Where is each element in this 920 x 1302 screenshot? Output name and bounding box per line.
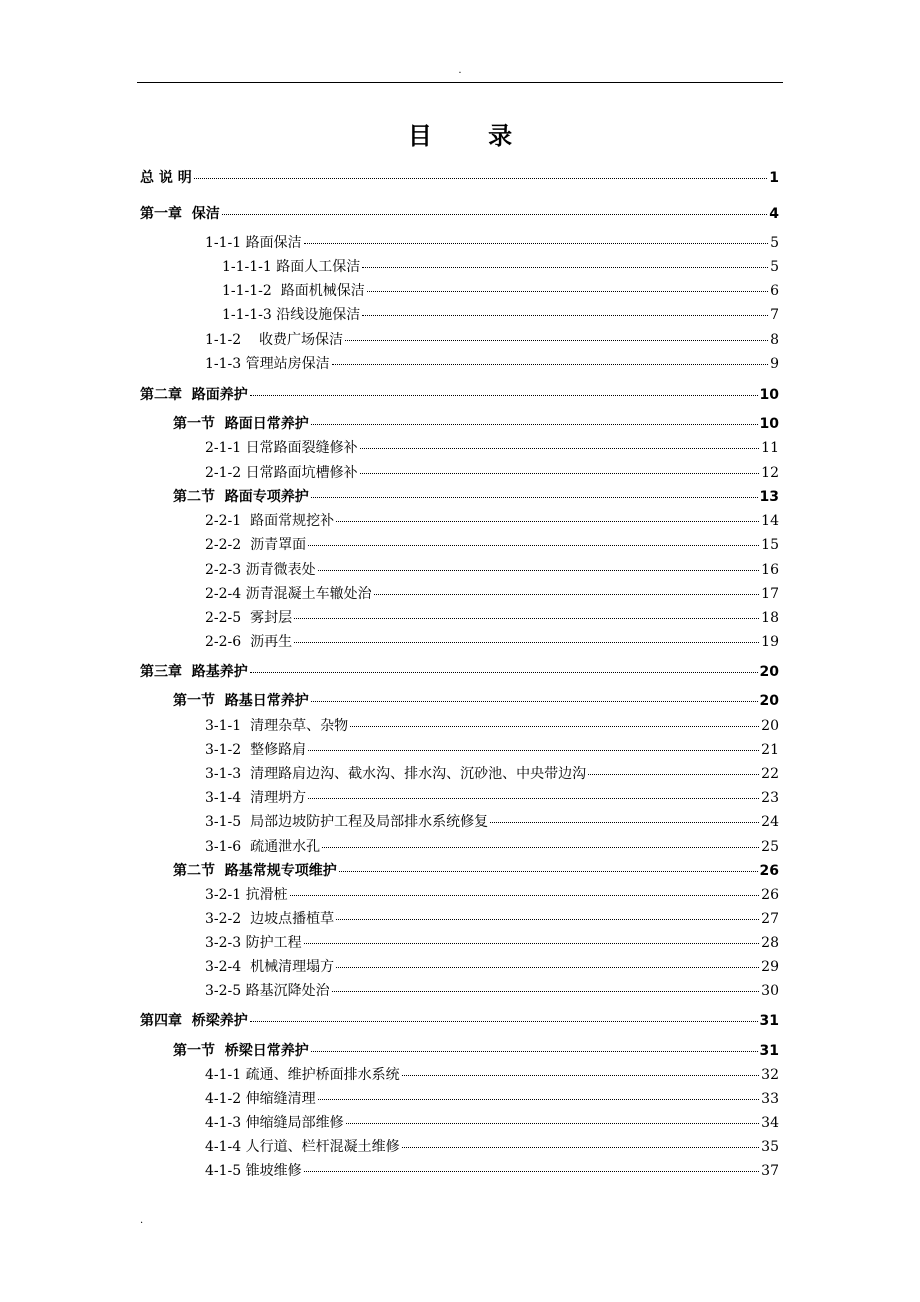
toc-leader-dots xyxy=(290,895,760,896)
toc-entry-page-number: 32 xyxy=(761,1067,779,1083)
toc-entry-label: 第一节 路面日常养护 xyxy=(173,416,309,432)
toc-entry-label: 4-1-4 人行道、栏杆混凝土维修 xyxy=(205,1139,400,1155)
toc-entry[interactable] xyxy=(205,788,779,808)
toc-entry[interactable] xyxy=(140,204,779,224)
toc-leader-dots xyxy=(336,919,759,920)
toc-leader-dots xyxy=(222,214,768,215)
toc-leader-dots xyxy=(294,618,759,619)
toc-entry[interactable] xyxy=(205,716,779,736)
toc-leader-dots xyxy=(339,871,758,872)
toc-entry[interactable] xyxy=(222,305,779,325)
toc-entry[interactable] xyxy=(173,691,779,711)
toc-entry[interactable] xyxy=(205,812,779,832)
toc-entry-label: 3-2-3 防护工程 xyxy=(205,935,302,951)
toc-entry-label: 第一章 保洁 xyxy=(140,206,220,222)
toc-entry-label: 2-2-2 沥青罩面 xyxy=(205,537,307,553)
toc-entry-page-number: 7 xyxy=(770,307,779,323)
toc-entry[interactable] xyxy=(222,281,779,301)
toc-entry-page-number: 34 xyxy=(761,1115,779,1131)
toc-entry[interactable] xyxy=(205,560,779,580)
toc-entry-label: 第一节 路基日常养护 xyxy=(173,693,309,709)
toc-entry-page-number: 28 xyxy=(761,935,779,951)
toc-leader-dots xyxy=(311,701,758,702)
toc-entry-page-number: 10 xyxy=(759,416,779,432)
toc-leader-dots xyxy=(311,497,758,498)
toc-leader-dots xyxy=(332,364,768,365)
toc-entry-page-number: 15 xyxy=(761,537,779,553)
toc-entry-label: 4-1-2 伸缩缝清理 xyxy=(205,1091,316,1107)
toc-entry-page-number: 10 xyxy=(759,387,779,403)
toc-leader-dots xyxy=(367,291,768,292)
toc-leader-dots xyxy=(322,847,759,848)
toc-leader-dots xyxy=(304,1171,760,1172)
toc-entry[interactable] xyxy=(205,1065,779,1085)
toc-leader-dots xyxy=(490,822,759,823)
toc-leader-dots xyxy=(318,1099,760,1100)
toc-entry[interactable] xyxy=(173,861,779,881)
toc-entry[interactable] xyxy=(205,909,779,929)
toc-leader-dots xyxy=(311,424,758,425)
toc-entry-page-number: 26 xyxy=(761,887,779,903)
toc-entry[interactable] xyxy=(205,1113,779,1133)
footer-mark: . xyxy=(140,1215,144,1226)
toc-entry[interactable] xyxy=(205,632,779,652)
toc-entry-label: 1-1-1-1 路面人工保洁 xyxy=(222,259,361,275)
toc-entry[interactable] xyxy=(205,463,779,483)
toc-entry[interactable] xyxy=(205,764,779,784)
toc-entry[interactable] xyxy=(205,885,779,905)
toc-entry[interactable] xyxy=(205,981,779,1001)
toc-entry[interactable] xyxy=(140,662,779,682)
toc-entry-label: 第一节 桥梁日常养护 xyxy=(173,1043,309,1059)
toc-entry[interactable] xyxy=(173,1041,779,1061)
toc-leader-dots xyxy=(336,521,759,522)
toc-entry[interactable] xyxy=(205,233,779,253)
toc-entry-page-number: 18 xyxy=(761,610,779,626)
toc-entry-page-number: 8 xyxy=(770,332,779,348)
toc-entry-label: 3-1-4 清理坍方 xyxy=(205,790,307,806)
toc-leader-dots xyxy=(304,243,768,244)
toc-leader-dots xyxy=(336,967,759,968)
toc-entry[interactable] xyxy=(222,257,779,277)
toc-entry-label: 1-1-1-3 沿线设施保洁 xyxy=(222,307,361,323)
header-rule xyxy=(137,82,783,83)
toc-entry-label: 3-2-5 路基沉降处治 xyxy=(205,983,330,999)
toc-entry[interactable] xyxy=(205,1137,779,1157)
toc-entry[interactable] xyxy=(205,740,779,760)
toc-leader-dots xyxy=(311,1051,758,1052)
toc-entry[interactable] xyxy=(205,957,779,977)
toc-leader-dots xyxy=(294,642,759,643)
toc-entry-label: 2-2-1 路面常规挖补 xyxy=(205,513,335,529)
toc-entry-label: 3-1-3 清理路肩边沟、截水沟、排水沟、沉砂池、中央带边沟 xyxy=(205,766,587,782)
toc-leader-dots xyxy=(332,991,760,992)
toc-entry-page-number: 17 xyxy=(761,586,779,602)
toc-leader-dots xyxy=(350,726,759,727)
toc-entry-page-number: 22 xyxy=(761,766,779,782)
toc-entry-page-number: 4 xyxy=(769,206,779,222)
toc-entry-page-number: 31 xyxy=(759,1013,779,1029)
toc-entry-page-number: 20 xyxy=(761,718,779,734)
toc-entry-label: 2-1-2 日常路面坑槽修补 xyxy=(205,465,358,481)
toc-leader-dots xyxy=(250,672,758,673)
toc-entry-label: 3-1-6 疏通泄水孔 xyxy=(205,839,321,855)
toc-leader-dots xyxy=(402,1147,760,1148)
toc-leader-dots xyxy=(374,594,760,595)
toc-leader-dots xyxy=(362,267,768,268)
toc-leader-dots xyxy=(360,448,760,449)
toc-entry-page-number: 14 xyxy=(761,513,779,529)
toc-entry[interactable] xyxy=(205,511,779,531)
toc-entry[interactable] xyxy=(205,438,779,458)
toc-entry-label: 1-1-3 管理站房保洁 xyxy=(205,356,330,372)
toc-entry-label: 4-1-5 锥坡维修 xyxy=(205,1163,302,1179)
toc-leader-dots xyxy=(360,473,760,474)
toc-entry-label: 第二节 路面专项养护 xyxy=(173,489,309,505)
toc-entry-page-number: 21 xyxy=(761,742,779,758)
toc-entry-page-number: 23 xyxy=(761,790,779,806)
toc-entry-label: 2-1-1 日常路面裂缝修补 xyxy=(205,440,358,456)
toc-leader-dots xyxy=(308,798,759,799)
toc-entry[interactable] xyxy=(205,933,779,953)
toc-entry-label: 3-2-4 机械清理塌方 xyxy=(205,959,335,975)
toc-entry-label: 2-2-4 沥青混凝土车辙处治 xyxy=(205,586,372,602)
toc-entry-label: 第四章 桥梁养护 xyxy=(140,1013,248,1029)
toc-entry[interactable] xyxy=(140,385,779,405)
toc-entry[interactable] xyxy=(173,414,779,434)
toc-entry-page-number: 11 xyxy=(761,440,779,456)
toc-entry-page-number: 30 xyxy=(761,983,779,999)
toc-entry-page-number: 6 xyxy=(770,283,779,299)
toc-entry-page-number: 24 xyxy=(761,814,779,830)
toc-entry-label: 3-1-5 局部边坡防护工程及局部排水系统修复 xyxy=(205,814,489,830)
toc-entry-page-number: 1 xyxy=(769,170,779,186)
toc-entry[interactable] xyxy=(205,608,779,628)
toc-entry[interactable] xyxy=(140,168,779,188)
toc-leader-dots xyxy=(250,395,758,396)
toc-entry-page-number: 35 xyxy=(761,1139,779,1155)
toc-entry-label: 第二章 路面养护 xyxy=(140,387,248,403)
toc-entry-page-number: 19 xyxy=(761,634,779,650)
toc-entry-page-number: 5 xyxy=(770,235,779,251)
toc-entry-page-number: 37 xyxy=(761,1163,779,1179)
toc-leader-dots xyxy=(402,1075,760,1076)
toc-entry-page-number: 20 xyxy=(759,693,779,709)
toc-entry-page-number: 29 xyxy=(761,959,779,975)
toc-entry-label: 3-2-1 抗滑桩 xyxy=(205,887,288,903)
toc-entry-label: 4-1-3 伸缩缝局部维修 xyxy=(205,1115,344,1131)
toc-leader-dots xyxy=(346,1123,760,1124)
toc-entry-page-number: 20 xyxy=(759,664,779,680)
toc-entry-page-number: 26 xyxy=(759,863,779,879)
toc-entry-label: 总 说 明 xyxy=(140,170,192,186)
toc-leader-dots xyxy=(194,178,768,179)
toc-entry-page-number: 27 xyxy=(761,911,779,927)
toc-entry-label: 第二节 路基常规专项维护 xyxy=(173,863,337,879)
toc-entry-label: 3-1-2 整修路肩 xyxy=(205,742,307,758)
page-title: 目 录 xyxy=(407,121,537,150)
toc-entry-page-number: 16 xyxy=(761,562,779,578)
toc-entry[interactable] xyxy=(205,584,779,604)
toc-leader-dots xyxy=(588,774,759,775)
toc-entry[interactable] xyxy=(173,487,779,507)
toc-entry[interactable] xyxy=(205,535,779,555)
toc-leader-dots xyxy=(304,943,760,944)
toc-entry-page-number: 33 xyxy=(761,1091,779,1107)
toc-entry-label: 第三章 路基养护 xyxy=(140,664,248,680)
toc-entry[interactable] xyxy=(205,1089,779,1109)
toc-entry-page-number: 25 xyxy=(761,839,779,855)
toc-entry-label: 1-1-1 路面保洁 xyxy=(205,235,302,251)
toc-entry-label: 1-1-1-2 路面机械保洁 xyxy=(222,283,365,299)
toc-entry-label: 4-1-1 疏通、维护桥面排水系统 xyxy=(205,1067,400,1083)
toc-entry[interactable] xyxy=(205,354,779,374)
toc-entry-page-number: 31 xyxy=(759,1043,779,1059)
toc-leader-dots xyxy=(362,315,768,316)
toc-entry-label: 2-2-6 沥再生 xyxy=(205,634,293,650)
toc-entry[interactable] xyxy=(140,1011,779,1031)
toc-entry-label: 3-2-2 边坡点播植草 xyxy=(205,911,335,927)
toc-entry-label: 1-1-2 收费广场保洁 xyxy=(205,332,343,348)
toc-entry-page-number: 9 xyxy=(770,356,779,372)
toc-entry[interactable] xyxy=(205,1161,779,1181)
toc-entry[interactable] xyxy=(205,330,779,350)
toc-entry-label: 2-2-3 沥青微表处 xyxy=(205,562,316,578)
toc-entry-page-number: 12 xyxy=(761,465,779,481)
toc-entry-label: 3-1-1 清理杂草、杂物 xyxy=(205,718,349,734)
toc-leader-dots xyxy=(308,750,759,751)
toc-entry-page-number: 13 xyxy=(759,489,779,505)
toc-entry-page-number: 5 xyxy=(770,259,779,275)
toc-entry[interactable] xyxy=(205,837,779,857)
header-mark: . xyxy=(458,65,462,76)
toc-leader-dots xyxy=(308,545,759,546)
toc-leader-dots xyxy=(318,570,760,571)
toc-leader-dots xyxy=(250,1021,758,1022)
toc-leader-dots xyxy=(345,340,768,341)
toc-entry-label: 2-2-5 雾封层 xyxy=(205,610,293,626)
